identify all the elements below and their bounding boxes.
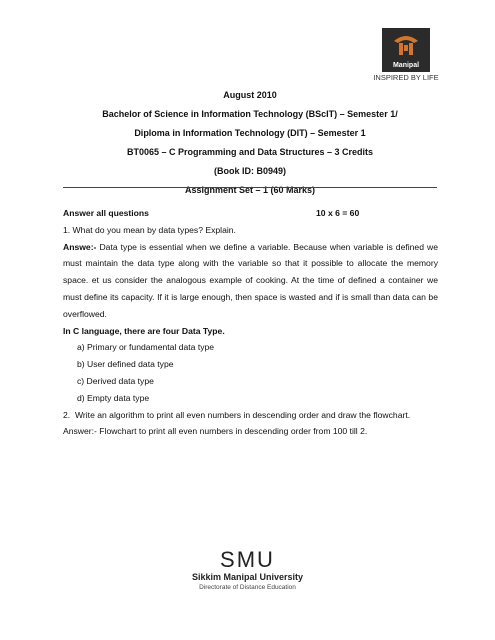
answer-1-text: Data type is essential when we define a variable. Because when variable is defined we must maintain the data type along with the variable so that it possible to allocate the memory space. et us consider the analogous example of cooking. At the time of defined a container we must define its capacity. If it is large enough, then space is wasted and if is small than data can be overflowed. [63, 241, 438, 319]
question-2 [63, 407, 438, 424]
instructions-label: Answer all questions [63, 208, 149, 218]
manipal-logo [382, 28, 430, 72]
header-book-id: (Book ID: B0949) [213, 166, 286, 176]
smu-wordmark: SMU [220, 547, 275, 572]
question-1: 1. What do you mean by data types? Explain. [63, 224, 236, 235]
document-body [63, 205, 438, 440]
header-divider [63, 187, 437, 188]
list-item: a) Primary or fundamental data type [77, 342, 215, 353]
manipal-emblem-icon [390, 33, 422, 59]
data-types-heading: In C language, there are four Data Type. [63, 325, 225, 336]
logo-tagline: INSPIRED BY LIFE [373, 73, 439, 82]
answer-1 [63, 239, 438, 323]
marks-scheme: 10 x 6 = 60 [316, 208, 360, 218]
list-item: d) Empty data type [77, 392, 150, 403]
answer-1-label: Answe:- [63, 241, 97, 252]
question-2-text: Write an algorithm to print all even numbers in descending order and draw the flowchart. [74, 409, 411, 420]
footer-smu [0, 548, 495, 593]
header-date: August 2010 [223, 90, 277, 100]
document-header [60, 86, 440, 200]
question-2-number: 2. [63, 409, 71, 420]
list-item: b) User defined data type [77, 359, 174, 370]
list-item: c) Derived data type [77, 375, 154, 386]
university-directorate: Directorate of Distance Education [199, 584, 296, 591]
answer-2: Answer:- Flowchart to print all even numbers in descending order from 100 till 2. [63, 426, 368, 437]
data-types-list [63, 339, 438, 406]
header-assignment: Assignment Set – 1 (60 Marks) [184, 185, 316, 195]
header-program: Bachelor of Science in Information Technology (BScIT) – Semester 1/ [102, 109, 398, 119]
header-course: BT0065 – C Programming and Data Structures – 3 Credits [126, 147, 374, 157]
header-diploma: Diploma in Information Technology (DIT) – Semester 1 [134, 128, 366, 138]
logo-wordmark: Manipal [392, 62, 420, 69]
university-name: Sikkim Manipal University [191, 572, 304, 582]
instructions-row [63, 205, 438, 222]
